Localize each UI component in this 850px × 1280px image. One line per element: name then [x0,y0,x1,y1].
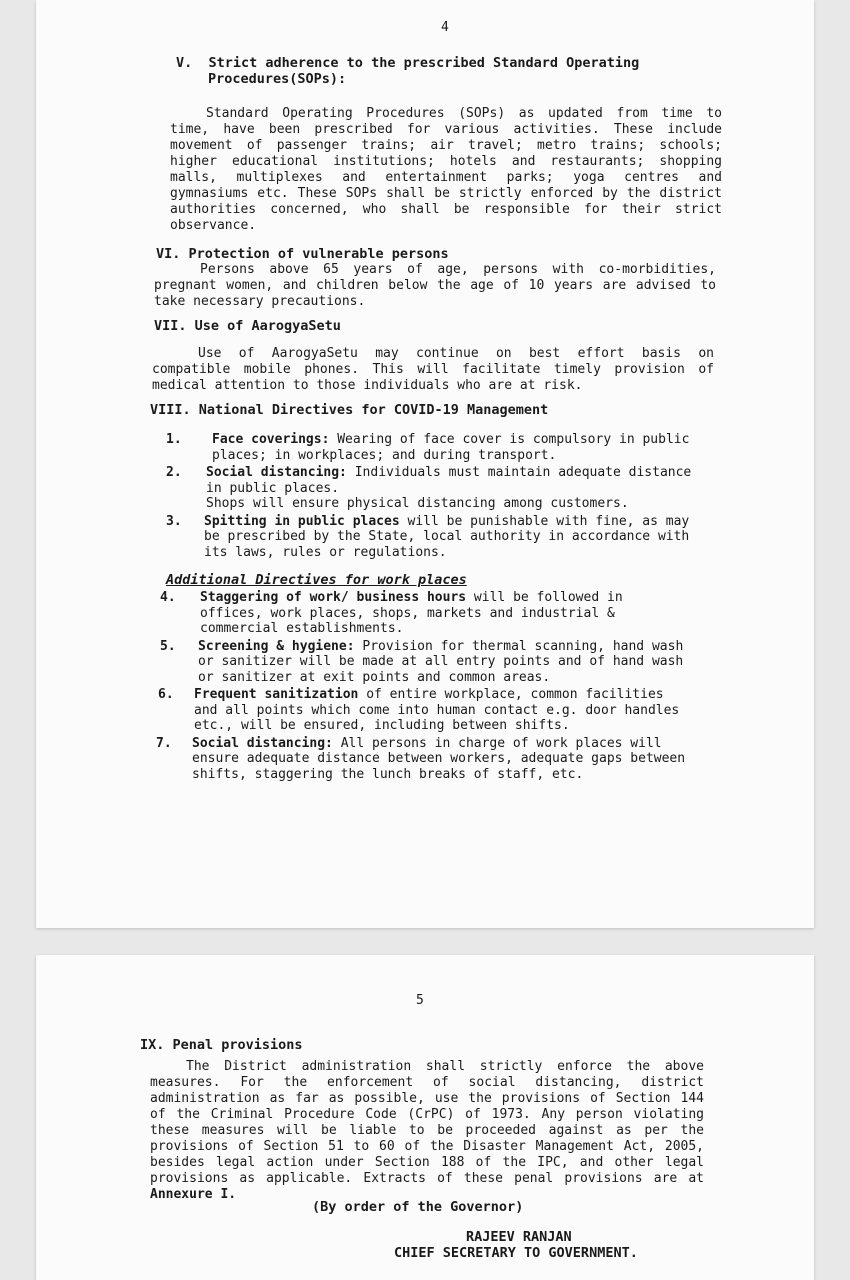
page-number: 4 [441,20,449,35]
document-page-4 [36,0,814,928]
section-ix-heading: IX. Penal provisions [140,1037,303,1053]
section-vi-text: Persons above 65 years of age, persons with co-morbidities, pregnant women, and children below the age of 10 years are advised to take necessary precautions. [154,262,716,309]
national-directives-list [166,432,696,560]
section-vii-text: Use of AarogyaSetu may continue on best effort basis on compatible mobile phones. This will facilitate timely provision of medical attention to those individuals who are at risk. [152,346,714,393]
list-item: 4. Staggering of work/ business hours will be followed in offices, work places, shops, markets and industrial & commercial establishments. [160,590,623,636]
list-item: 3. Spitting in public places will be punishable with fine, as may be prescribed by the State, local authority in accordance with its laws, rules or regulations. [166,513,690,560]
list-item: 5. Screening & hygiene: Provision for thermal scanning, hand wash or sanitizer will be made at all entry points and of hand wash or sanitizer at exit points and common areas. [160,638,684,685]
section-ix-text: The District administration shall strictly enforce the above measures. For the enforcement of social distancing, district administration as far as possible, use the provisions of Section 144 of the Criminal Procedure Code (CrPC) of 1973. Any person violating these measures will be liable to be proceeded against as per the provisions of Section 51 to 60 of the Disaster Management Act, 2005, besides legal action under Section 188 of the IPC, and other legal provisions as applicable. Extracts of these penal provisions are at Annexure I. [150,1059,704,1202]
work-directives-list [156,590,688,782]
section-vi-heading: VI. Protection of vulnerable persons [156,246,449,262]
section-v-heading: V. Strict adherence to the prescribed Standard Operating Procedures(SOPs): [176,55,640,87]
section-vii-heading: VII. Use of AarogyaSetu [154,318,341,334]
work-places-subheading: Additional Directives for work places [166,572,467,588]
list-item: 7. Social distancing: All persons in charge of work places will ensure adequate distance between workers, adequate gaps between shifts, staggering the lunch breaks of staff, etc. [156,735,686,782]
order-line: (By order of the Governor) [312,1199,524,1215]
document-page-5 [36,955,814,1280]
page-number: 5 [416,993,424,1008]
signatory-name: RAJEEV RANJAN [466,1229,572,1245]
signatory-title: CHIEF SECRETARY TO GOVERNMENT. [394,1245,638,1261]
section-v-text: Standard Operating Procedures (SOPs) as updated from time to time, have been prescribed for various activities. These include movement of passenger trains; air travel; metro trains; schools; higher educational institutions; hotels and restaurants; shopping malls, multiplexes and entertainment parks; yoga centres and gymnasiums etc. These SOPs shall be strictly enforced by the district authorities concerned, who shall be responsible for their strict observance. [170,106,722,233]
list-item: 1. Face coverings: Wearing of face cover is compulsory in public places; in workplaces; and during transport. [166,432,690,463]
section-viii-heading: VIII. National Directives for COVID-19 Management [150,402,549,418]
list-item: 6. Frequent sanitization of entire workplace, common facilities and all points which come into human contact e.g. door handles etc., will be ensured, including between shifts. [158,687,680,733]
list-item: 2. Social distancing: Individuals must maintain adequate distance in public places. Shops will ensure physical distancing among customers. [166,465,692,511]
